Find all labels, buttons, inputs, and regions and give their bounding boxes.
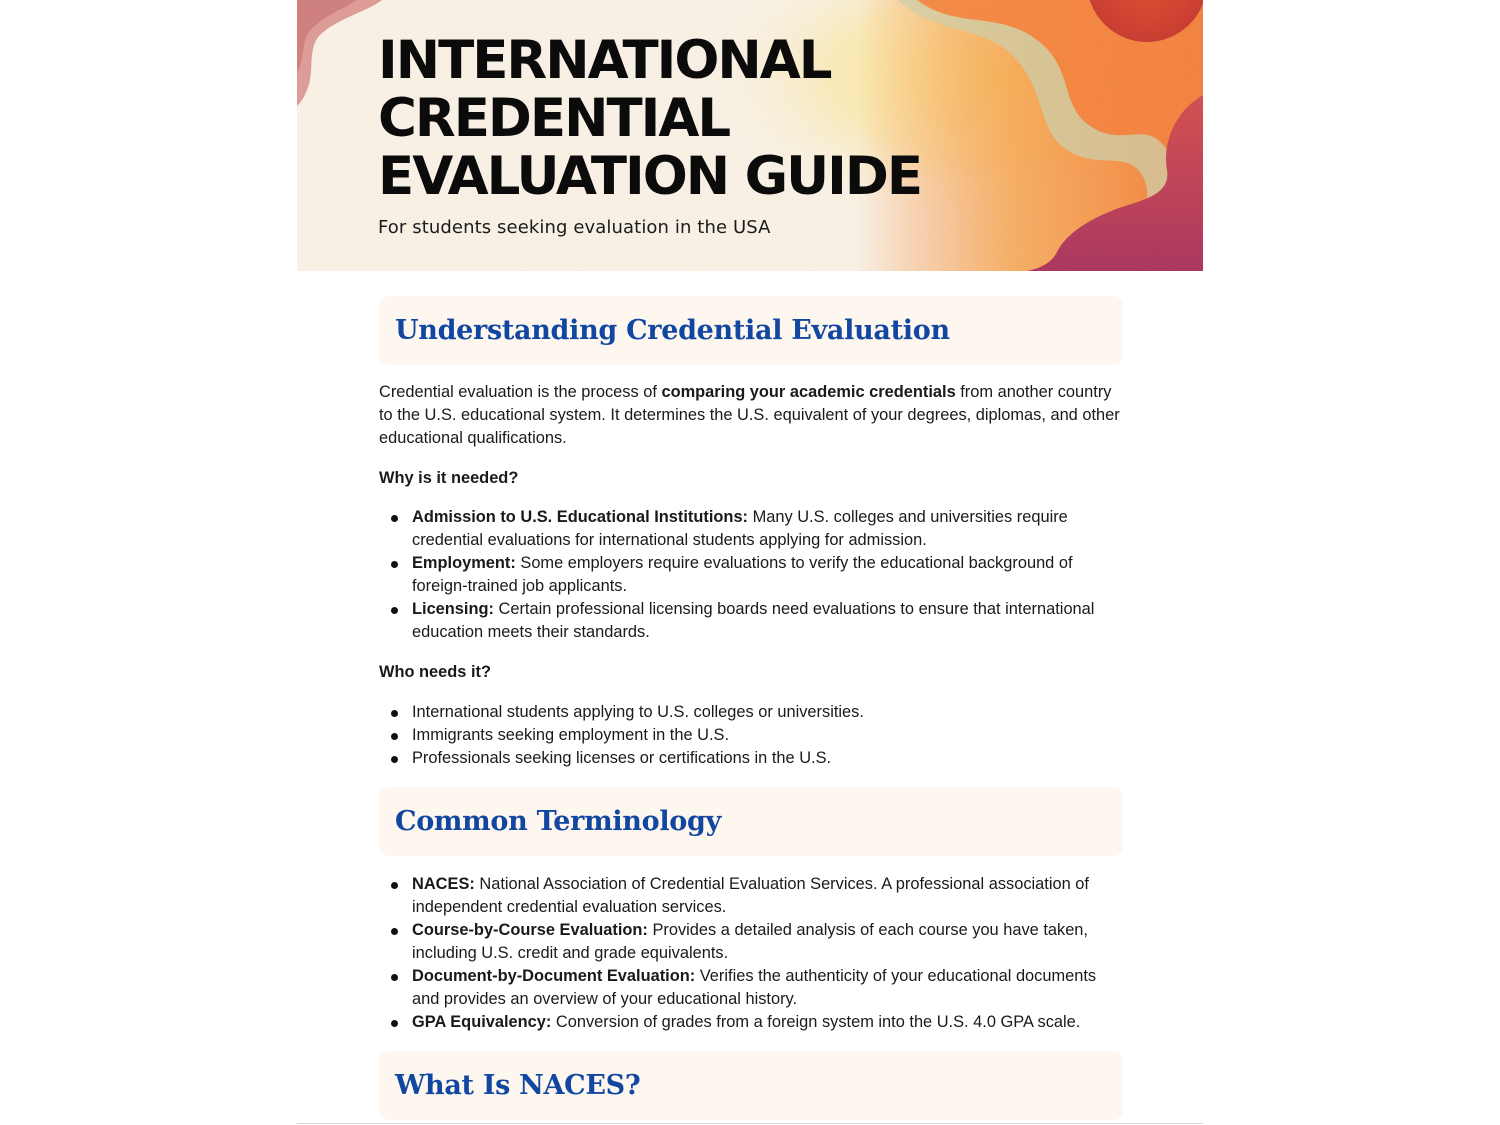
list-item-term: NACES:	[412, 875, 475, 893]
section-header-understanding	[379, 296, 1123, 365]
list-item	[379, 873, 1123, 919]
list-item-term: Admission to U.S. Educational Institutions:	[412, 508, 749, 526]
section-heading: Common Terminology	[395, 806, 721, 837]
list-item	[379, 598, 1123, 644]
guide-subtitle: For students seeking evaluation in the USA	[378, 217, 771, 238]
list-item-text: Many U.S. colleges and universities require credential evaluations for international students applying for admission.	[412, 508, 1068, 549]
terminology-list	[379, 873, 1123, 1034]
list-item-text: Provides a detailed analysis of each course you have taken, including U.S. credit and grade equivalents.	[412, 921, 1088, 962]
header-banner	[297, 0, 1203, 271]
list-item	[379, 506, 1123, 552]
guide-content	[379, 296, 1123, 1120]
section-heading: Understanding Credential Evaluation	[395, 315, 950, 346]
guide-title-line-1: INTERNATIONAL	[378, 30, 831, 91]
list-item-term: Employment:	[412, 554, 516, 572]
list-item	[379, 552, 1123, 598]
intro-paragraph	[379, 381, 1123, 450]
document-page	[297, 0, 1203, 1125]
list-item	[379, 1011, 1123, 1034]
list-item: Professionals seeking licenses or certifications in the U.S.	[379, 747, 1123, 770]
guide-title-line-3: EVALUATION GUIDE	[378, 146, 922, 207]
page-divider	[297, 1123, 1203, 1124]
who-needs-heading: Who needs it?	[379, 663, 491, 681]
list-item-text: National Association of Credential Evaluation Services. A professional association of independent credential evaluation services.	[412, 875, 1089, 916]
why-needed-heading: Why is it needed?	[379, 469, 519, 487]
list-item-term: GPA Equivalency:	[412, 1013, 552, 1031]
who-needs-list	[379, 701, 1123, 770]
section-header-naces	[379, 1051, 1123, 1120]
list-item-term: Document-by-Document Evaluation:	[412, 967, 696, 985]
list-item: International students applying to U.S. colleges or universities.	[379, 701, 1123, 724]
list-item-text: Verifies the authenticity of your educational documents and provides an overview of your educational history.	[412, 967, 1097, 1008]
list-item: Immigrants seeking employment in the U.S.	[379, 724, 1123, 747]
section-header-terminology	[379, 787, 1123, 856]
why-needed-list	[379, 506, 1123, 644]
list-item-text: Certain professional licensing boards need evaluations to ensure that international education meets their standards.	[412, 600, 1095, 641]
list-item-text: Some employers require evaluations to verify the educational background of foreign-trained job applicants.	[412, 554, 1073, 595]
list-item-text: Conversion of grades from a foreign system into the U.S. 4.0 GPA scale.	[551, 1013, 1081, 1031]
guide-title-line-2: CREDENTIAL	[378, 88, 730, 149]
list-item-term: Course-by-Course Evaluation:	[412, 921, 648, 939]
intro-text-before: Credential evaluation is the process of	[379, 383, 662, 401]
list-item	[379, 919, 1123, 965]
intro-text-after: from another country to the U.S. educational system. It determines the U.S. equivalent of your degrees, diplomas, and other educational qualifications.	[379, 383, 1120, 447]
intro-text-bold: comparing your academic credentials	[661, 383, 956, 401]
section-heading: What Is NACES?	[395, 1070, 641, 1101]
guide-title	[378, 32, 921, 206]
list-item-term: Licensing:	[412, 600, 494, 618]
list-item	[379, 965, 1123, 1011]
